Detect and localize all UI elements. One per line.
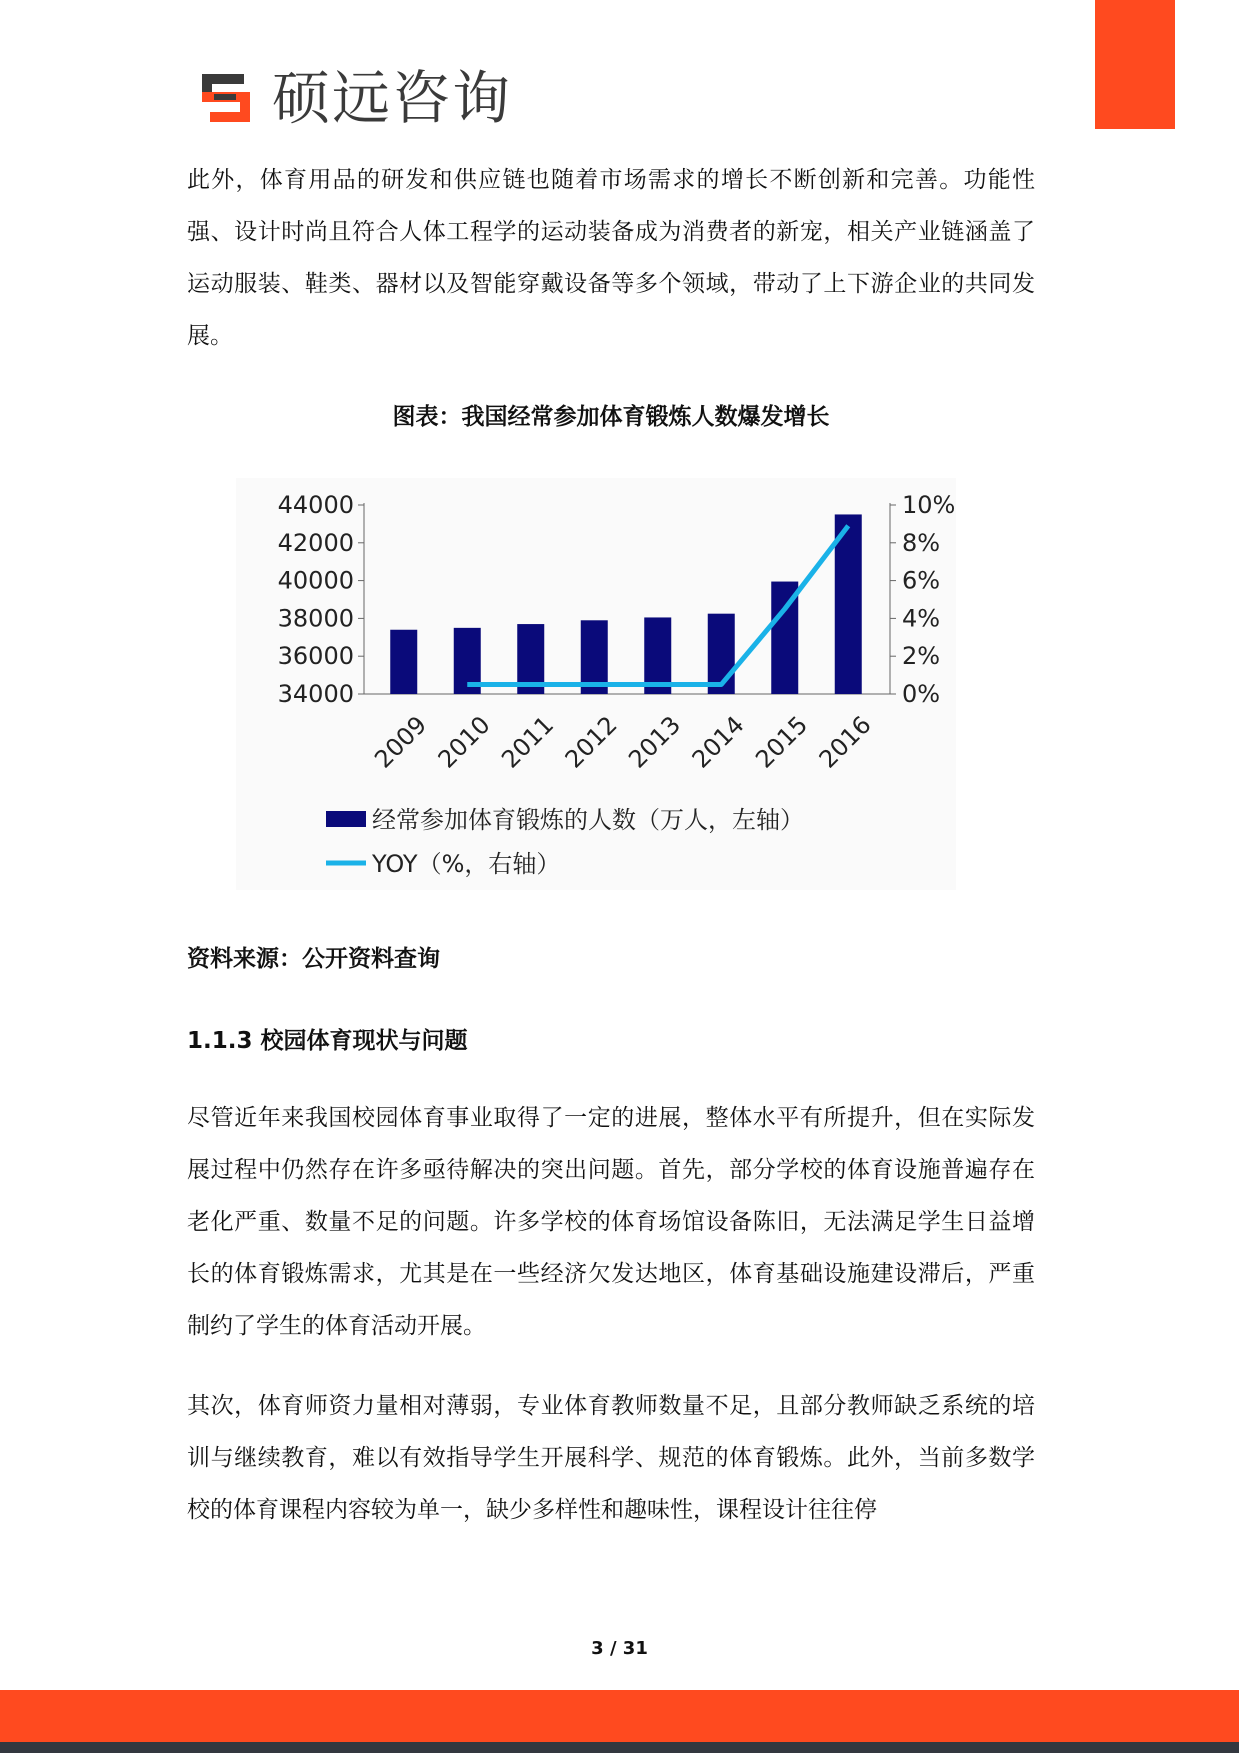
x-tick-label: 2016 — [813, 710, 877, 774]
x-tick-label: 2012 — [559, 710, 623, 774]
brand-logo — [200, 64, 513, 132]
body-paragraph-2: 其次，体育师资力量相对薄弱，专业体育教师数量不足，且部分教师缺乏系统的培训与继续教育，难以有效指导学生开展科学、规范的体育锻炼。此外，当前多数学校的体育课程内容较为单一，缺少多样性和趣味性，课程设计往往停 — [187, 1393, 1035, 1523]
right-tick-label: 2% — [902, 642, 941, 671]
left-tick-label: 44000 — [277, 491, 354, 519]
footer-accent-bar — [0, 1690, 1239, 1742]
corner-accent-tab — [1095, 0, 1175, 129]
left-tick-label: 36000 — [277, 642, 354, 671]
x-tick-label: 2014 — [686, 710, 750, 774]
right-tick-label: 4% — [902, 604, 941, 633]
legend-bar-label: 经常参加体育锻炼的人数（万人，左轴） — [372, 806, 804, 834]
figure-title: 图表：我国经常参加体育锻炼人数爆发增长 — [392, 404, 830, 430]
right-tick-label: 10% — [902, 491, 956, 519]
x-tick-label: 2010 — [432, 710, 496, 774]
legend-bar-swatch — [326, 811, 366, 827]
footer-dark-strip — [0, 1742, 1239, 1753]
x-tick-label: 2015 — [750, 710, 814, 774]
left-tick-label: 42000 — [277, 528, 354, 557]
logo-mark-icon — [200, 70, 260, 126]
brand-name: 硕远咨询 — [272, 64, 513, 132]
legend-line-label: YOY（%，右轴） — [372, 850, 561, 878]
page-number: 3 / 31 — [591, 1638, 648, 1659]
intro-paragraph: 此外，体育用品的研发和供应链也随着市场需求的增长不断创新和完善。功能性强、设计时尚且符合人体工程学的运动装备成为消费者的新宠，相关产业链涵盖了运动服装、鞋类、器材以及智能穿戴设备等多个领域，带动了上下游企业的共同发展。 — [187, 167, 1035, 349]
right-tick-label: 6% — [902, 566, 941, 595]
section-heading: 1.1.3 校园体育现状与问题 — [187, 1028, 468, 1054]
left-tick-label: 40000 — [277, 566, 354, 595]
participation-chart — [236, 478, 956, 890]
figure-source: 资料来源：公开资料查询 — [187, 946, 440, 972]
x-tick-label: 2011 — [496, 710, 560, 774]
right-tick-label: 0% — [902, 680, 941, 708]
left-tick-label: 34000 — [277, 680, 354, 708]
chart-container — [236, 478, 956, 890]
x-tick-label: 2013 — [623, 710, 687, 774]
x-tick-label: 2009 — [369, 710, 433, 774]
left-tick-label: 38000 — [277, 604, 354, 633]
body-paragraph-1: 尽管近年来我国校园体育事业取得了一定的进展，整体水平有所提升，但在实际发展过程中仍然存在许多亟待解决的突出问题。首先，部分学校的体育设施普遍存在老化严重、数量不足的问题。许多学校的体育场馆设备陈旧，无法满足学生日益增长的体育锻炼需求，尤其是在一些经济欠发达地区，体育基础设施建设滞后，严重制约了学生的体育活动开展。 — [187, 1105, 1035, 1339]
bar-2009 — [390, 630, 417, 694]
right-tick-label: 8% — [902, 528, 941, 557]
